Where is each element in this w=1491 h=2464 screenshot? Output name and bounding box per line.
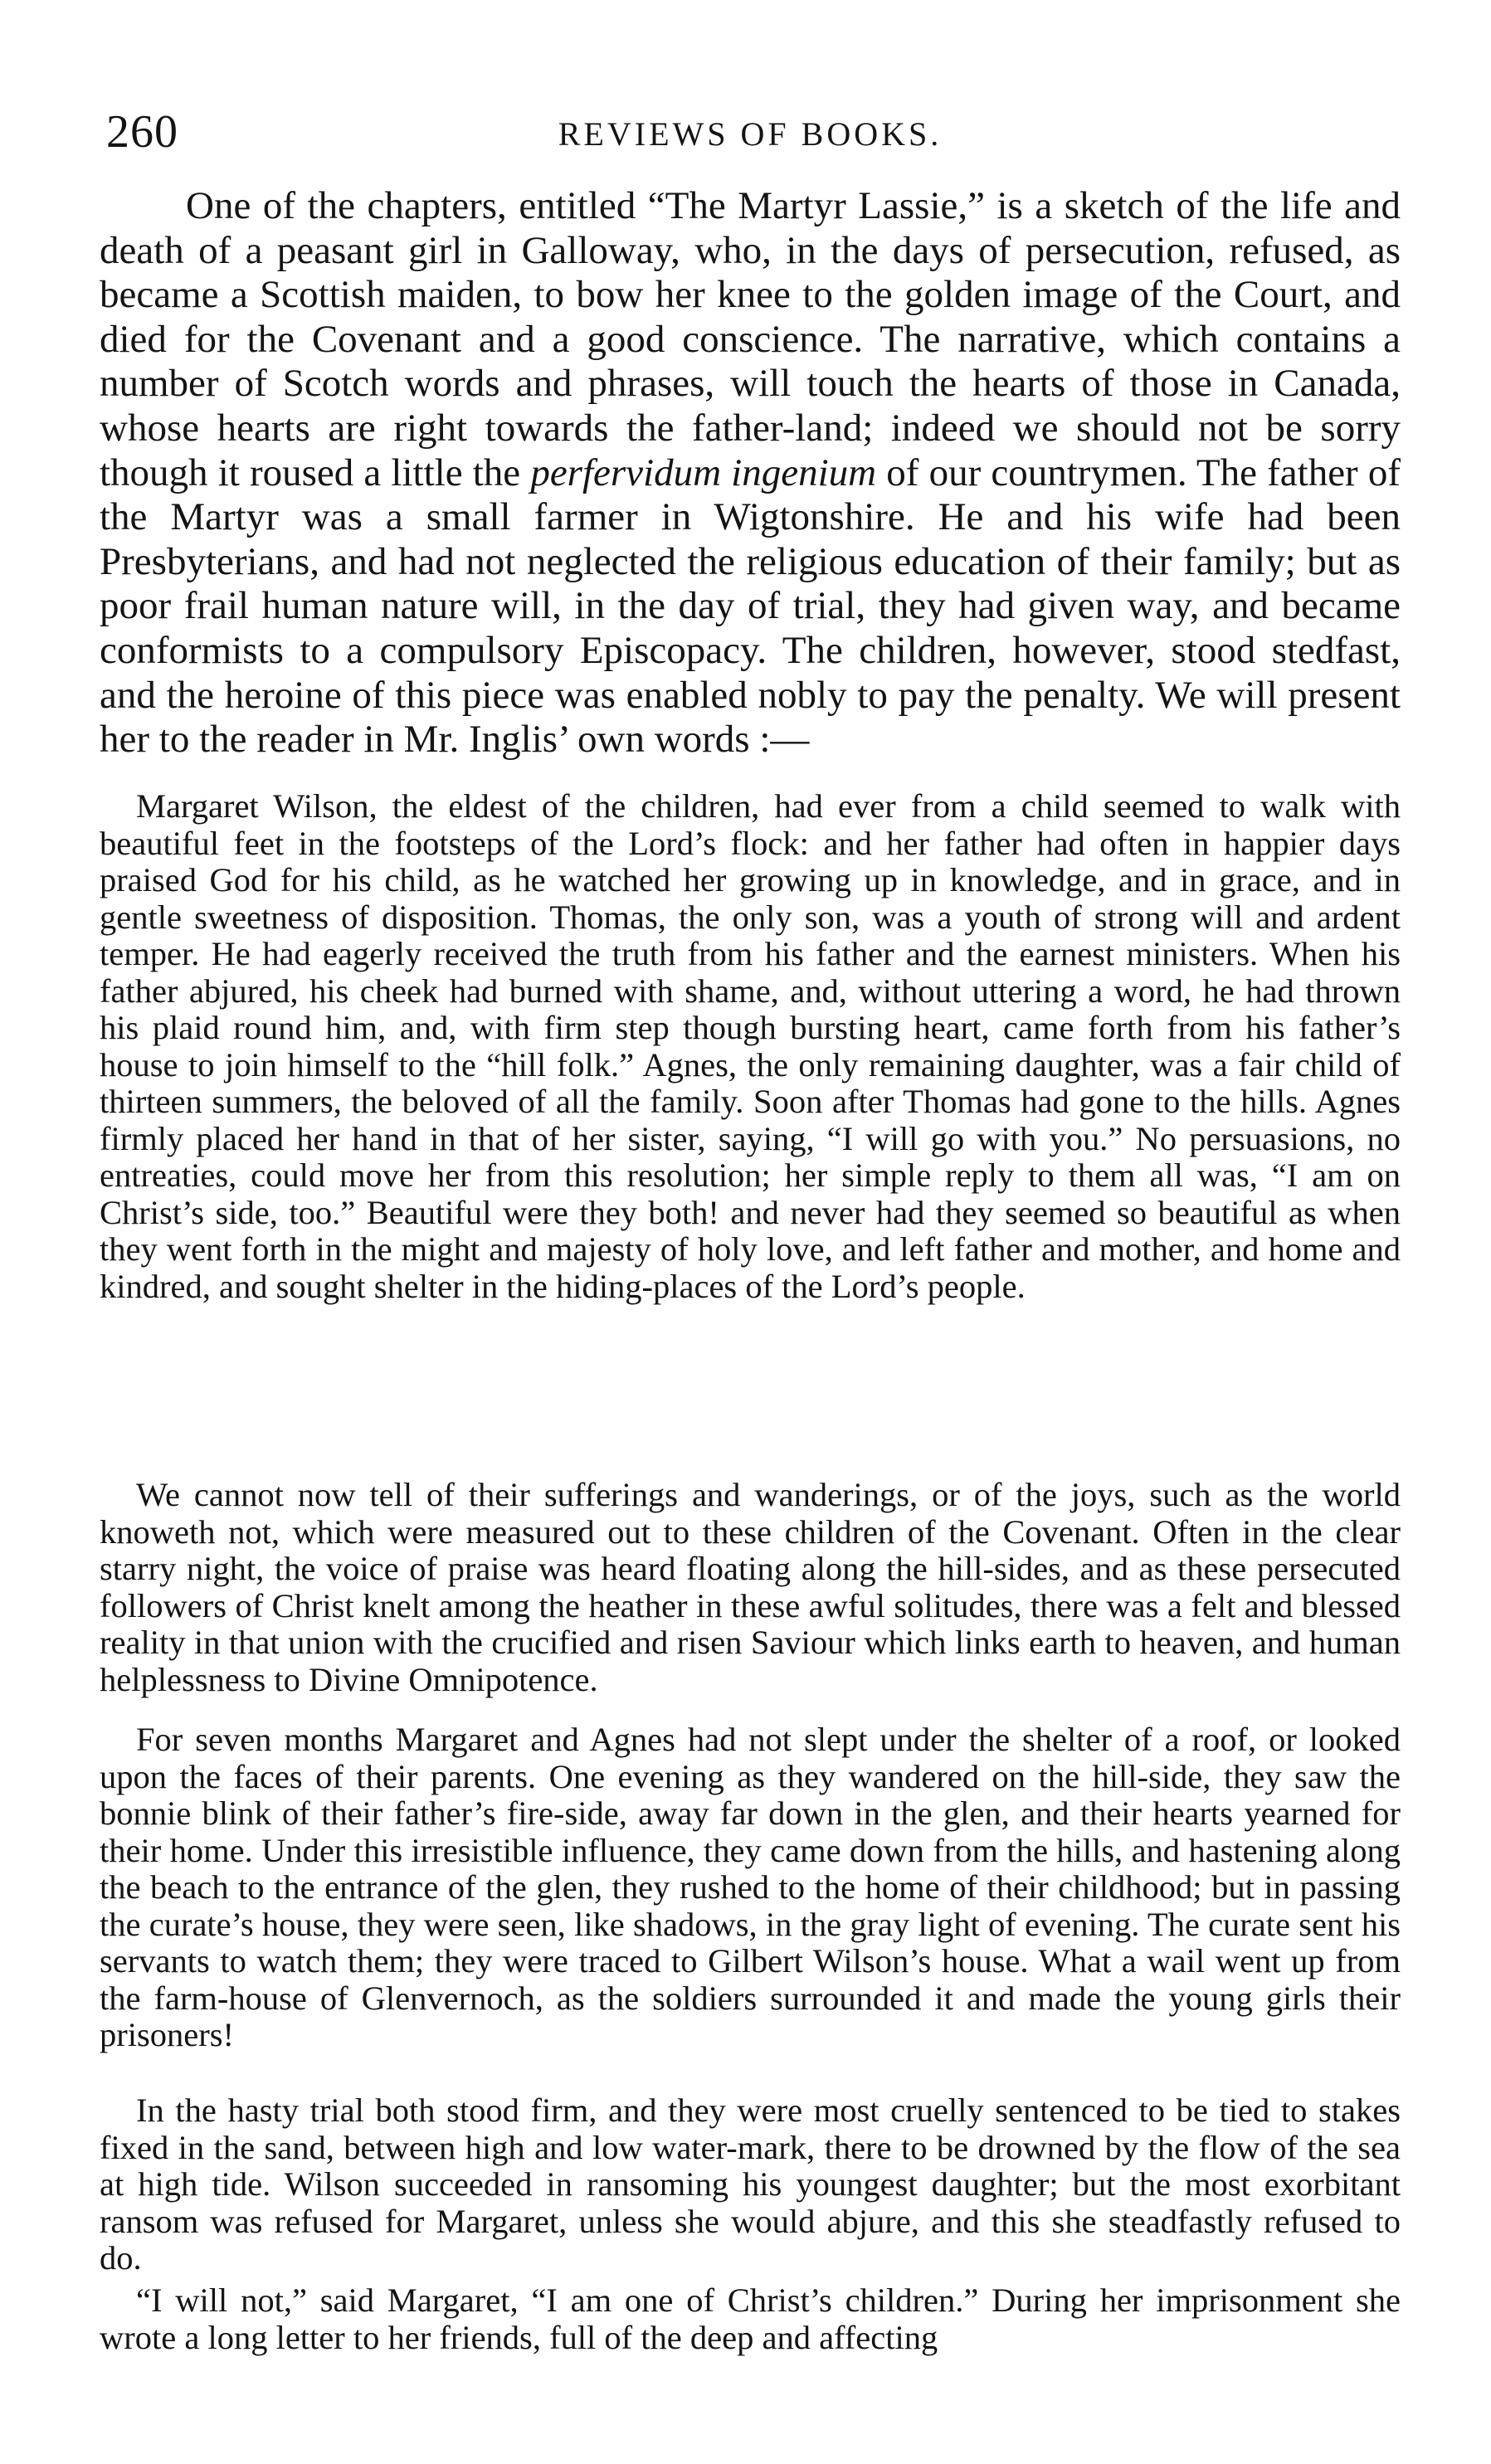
review-paragraph xyxy=(100,184,1401,762)
extract-paragraph-4: In the hasty trial both stood firm, and they were most cruelly sentenced to be tied to stakes fixed in the sand, between high and low water-mark, there to be drowned by the flow of the sea at high tide. Wilson succeeded in ransoming his youngest daughter; but the most exorbitant ransom was refused for Margaret, unless she would abjure, and this she steadfastly refused to do. xyxy=(100,2091,1401,2277)
page-header xyxy=(100,106,1401,158)
extract-paragraph-5: “I will not,” said Margaret, “I am one of Christ’s children.” During her imprisonment she wrote a long letter to her friends, full of the deep and affecting xyxy=(100,2281,1401,2356)
extract-paragraph-1: Margaret Wilson, the eldest of the children, had ever from a child seemed to walk with beautiful feet in the footsteps of the Lord’s flock: and her father had often in happier days praised God for his child, as he watched her growing up in knowledge, and in grace, and in gentle sweetness of disposition. Thomas, the only son, was a youth of strong will and ardent temper. He had eagerly received the truth from his father and the earnest ministers. When his father abjured, his cheek had burned with shame, and, without uttering a word, he had thrown his plaid round him, and, with firm step though bursting heart, came forth from his father’s house to join himself to the “hill folk.” Agnes, the only remaining daughter, was a fair child of thirteen summers, the beloved of all the family. Soon after Thomas had gone to the hills. Agnes firmly placed her hand in that of her sister, saying, “I will go with you.” No persuasions, no entreaties, could move her from this resolution; her simple reply to them all was, “I am on Christ’s side, too.” Beautiful were they both! and never had they seemed so beautiful as when they went forth in the might and majesty of holy love, and left father and mother, and home and kindred, and sought shelter in the hiding-places of the Lord’s people. xyxy=(100,787,1401,1305)
running-head: REVIEWS OF BOOKS. xyxy=(558,115,943,153)
page-number: 260 xyxy=(106,106,178,158)
review-text-before-italic: One of the chapters, entitled “The Martyr Lassie,” is a sketch of the life and death of a peasant girl in Galloway, who, in the days of persecution, refused, as became a Scottish maiden, to bow her knee to the golden image of the Court, and died for the Covenant and a good conscience. The narrative, which contains a number of Scotch words and phrases, will touch the hearts of those in Canada, whose hearts are right towards the father-land; indeed we should not be sorry though it roused a little the xyxy=(100,184,1401,494)
extract-paragraph-2: We cannot now tell of their sufferings and wanderings, or of the joys, such as the world knoweth not, which were measured out to these children of the Covenant. Often in the clear starry night, the voice of praise was heard floating along the hill-sides, and as these persecuted followers of Christ knelt among the heather in these awful solitudes, there was a felt and blessed reality in that union with the crucified and risen Saviour which links earth to heaven, and human helplessness to Divine Omnipotence. xyxy=(100,1476,1401,1698)
latin-italic-phrase: perfervidum ingenium xyxy=(530,450,877,494)
review-text-after-italic: of our countrymen. The father of the Martyr was a small farmer in Wigtonshire. He and his wife had been Presbyterians, and had not neglected the religious education of their family; but as poor frail human nature will, in the day of trial, they had given way, and became conformists to a compulsory Episcopacy. The children, however, stood stedfast, and the heroine of this piece was enabled nobly to pay the penalty. We will present her to the reader in Mr. Inglis’ own words :— xyxy=(100,450,1401,762)
extract-paragraph-3: For seven months Margaret and Agnes had not slept under the shelter of a roof, or looked upon the faces of their parents. One evening as they wandered on the hill-side, they saw the bonnie blink of their father’s fire-side, away far down in the glen, and their hearts yearned for their home. Under this irresistible influence, they came down from the hills, and hastening along the beach to the entrance of the glen, they rushed to the home of their childhood; but in passing the curate’s house, they were seen, like shadows, in the gray light of evening. The curate sent his servants to watch them; they were traced to Gilbert Wilson’s house. What a wail went up from the farm-house of Glenvernoch, as the soldiers surrounded it and made the young girls their prisoners! xyxy=(100,1721,1401,2053)
